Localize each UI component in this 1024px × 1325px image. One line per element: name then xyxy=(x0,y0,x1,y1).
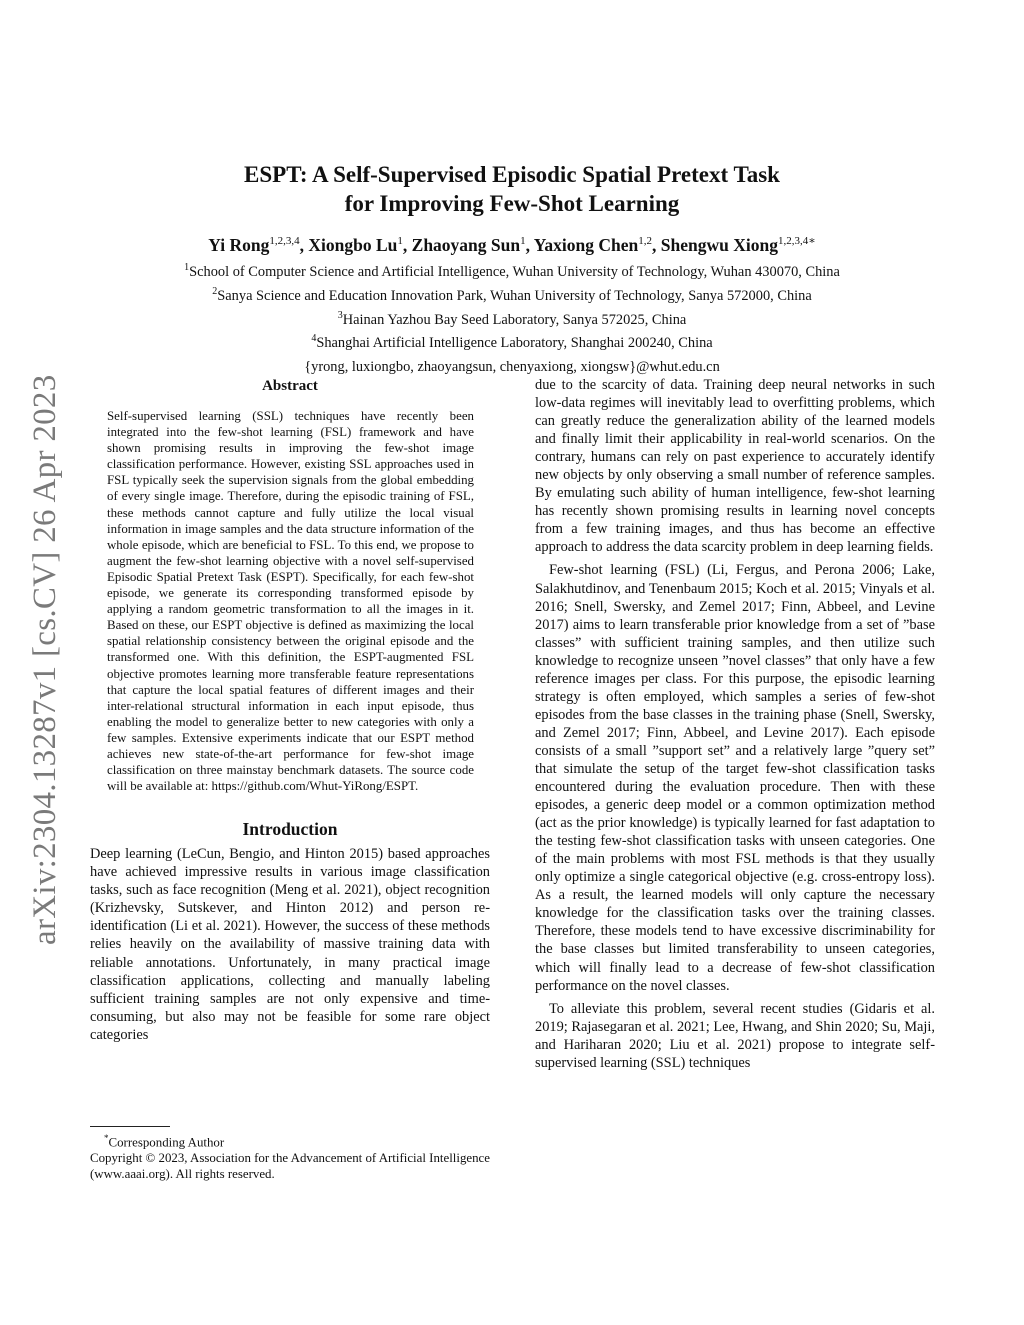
intro-paragraph-3: To alleviate this problem, several recent studies (Gidaris et al. 2019; Rajasegaran et al. 2021; Lee, Hwang, and Shin 2020; Su, Maji, and Hariharan 2020; Liu et al. 2021) propose to integrate self-supervised learning (SSL) techniques xyxy=(535,1000,935,1071)
corresponding-note xyxy=(90,1130,490,1150)
author-affil-marks: 1,2,3,4∗ xyxy=(777,235,816,247)
abstract-heading: Abstract xyxy=(262,378,318,394)
copyright-notice: Copyright © 2023, Association for the Advancement of Artificial Intelligence (www.aaai.org). All rights reserved. xyxy=(90,1151,490,1182)
author-name: Xiongbo Lu xyxy=(308,234,398,255)
author xyxy=(661,235,816,255)
intro-paragraph-2: Few-shot learning (FSL) (Li, Fergus, and Perona 2006; Lake, Salakhutdinov, and Tenenbaum 2015; Koch et al. 2015; Vinyals et al. 2016; Snell, Swersky, and Zemel 2017; Finn, Abbeel, and Levine 2017) aims to learn transferable prior knowledge from a set of ”base classes” with sufficient training samples, and then utilize such knowledge to recognize unseen ”novel classes” that only have a few reference images per class. For this purpose, the episodic learning strategy is often employed, which samples a series of few-shot episodes from the base classes in the training phase (Snell, Swersky, and Zemel 2017; Finn, Abbeel, and Levine 2017). Each episode consists of a small ”support set” and a relatively large ”query set” that simulate the setup of the target few-shot classification tasks encountered during the evaluation procedure. Then with these episodes, a generic deep model or a common optimization method (act as the prior knowledge) is typically learned for fast adaptation to the testing few-shot classification tasks with unseen categories. One of the main problems with most FSL methods is that they usually only optimize a single categorical objective (e.g. cross-entropy loss). As a result, the learned models will only capture the necessary knowledge for the classification tasks over the training classes. Therefore, these models tend to have excessive discriminability for the base classes but limited transferability to unseen categories, which will finally lead to a decrease of few-shot classification performance on the novel classes. xyxy=(535,562,935,994)
footnote-rule xyxy=(90,1126,170,1127)
author xyxy=(308,235,411,255)
affiliation-text: Shanghai Artificial Intelligence Laboratory, Shanghai 200240, China xyxy=(316,335,713,352)
author xyxy=(412,235,534,255)
author xyxy=(534,235,661,255)
author-name: Yaxiong Chen xyxy=(533,234,639,255)
author xyxy=(208,235,308,255)
author-separator: , xyxy=(525,234,534,255)
affiliation-emails xyxy=(0,353,1024,377)
intro-paragraph-1-continued: due to the scarcity of data. Training deep neural networks in such low-data regimes will inevitably lead to overfitting problems, which can greatly reduce the generalization ability of the learned models and finally limit their applicability in real-world scenarios. On the contrary, humans can rely on past experience to accurately identify new objects by only observing a small number of reference samples. By emulating such ability of human intelligence, few-shot learning has recently shown promising results in learning novel concepts from a few training images, and thus has become an effective approach to address the data scarcity problem in deep learning fields. xyxy=(535,377,935,556)
affiliation xyxy=(0,282,1024,306)
introduction-heading: Introduction xyxy=(242,819,338,840)
affiliation-mark: 2 xyxy=(212,285,218,297)
abstract-body: Self-supervised learning (SSL) techniques have recently been integrated into the few-shot learning (FSL) framework and have shown promising results in improving the few-shot image classification performance. However, existing SSL approaches used in FSL typically seek the supervision signals from the global embedding of every single image. Therefore, during the episodic training of FSL, these methods cannot capture and fully utilize the local visual information in image samples and the data structure information of the whole episode, which are beneficial to FSL. To this end, we propose to augment the few-shot learning objective with a novel self-supervised Episodic Spatial Pretext Task (ESPT). Specifically, for each few-shot episode, we generate its corresponding transformed episode by applying a random geometric transformation to all the images in it. Based on these, our ESPT objective is defined as maximizing the local spatial relationship consistency between the original episode and the transformed one. With this definition, the ESPT-augmented FSL objective promotes learning more transferable feature representations that capture the local spatial features of different images and their inter-relational structural information in each input episode, thus enabling the model to generalize better to new categories with only a few samples. Extensive experiments indicate that our ESPT method achieves new state-of-the-art performance for few-shot image classification on three mainstay benchmark datasets. The source code will be available at: https://github.com/Whut-YiRong/ESPT. xyxy=(107,409,474,794)
title-line-1: ESPT: A Self-Supervised Episodic Spatial Pretext Task xyxy=(244,162,780,187)
author-name: Shengwu Xiong xyxy=(660,234,778,255)
author-separator: , xyxy=(652,234,661,255)
paper-title xyxy=(0,160,1024,218)
corresponding-author: Corresponding Author xyxy=(108,1135,225,1150)
affiliation-mark: 3 xyxy=(337,309,343,321)
author-list xyxy=(0,230,1024,256)
author-affil-marks: 1,2,3,4 xyxy=(269,235,300,247)
affiliation-mark: 1 xyxy=(184,262,190,273)
affiliation xyxy=(0,306,1024,330)
affiliation-text: Hainan Yazhou Bay Seed Laboratory, Sanya 572025, China xyxy=(342,311,687,328)
email-list: {yrong, luxiongbo, zhaoyangsun, chenyaxiong, xiongsw}@whut.edu.cn xyxy=(304,358,720,375)
affiliation-list xyxy=(0,258,1024,377)
left-column xyxy=(90,376,490,1044)
affiliation xyxy=(0,329,1024,353)
arxiv-stamp: arXiv:2304.13287v1 [cs.CV] 26 Apr 2023 xyxy=(27,374,63,945)
footnote xyxy=(90,1130,490,1182)
title-line-2: for Improving Few-Shot Learning xyxy=(344,191,680,216)
author-affil-marks: 1,2 xyxy=(638,235,653,247)
right-column xyxy=(535,376,935,1072)
author-name: Yi Rong xyxy=(208,234,270,255)
author-affil-marks: 1 xyxy=(520,235,526,247)
affiliation xyxy=(0,258,1024,282)
author-name: Zhaoyang Sun xyxy=(411,234,521,255)
footnote-marker: * xyxy=(104,1133,109,1143)
affiliation-text: Sanya Science and Education Innovation Park, Wuhan University of Technology, Sanya 572000, China xyxy=(217,287,812,304)
author-affil-marks: 1 xyxy=(397,235,403,247)
author-separator: , xyxy=(402,234,412,255)
affiliation-text: School of Computer Science and Artificial Intelligence, Wuhan University of Technology, Wuhan 430070, China xyxy=(189,263,840,280)
intro-paragraph-1: Deep learning (LeCun, Bengio, and Hinton 2015) based approaches have achieved impressive results in various image classification tasks, such as face recognition (Meng et al. 2021), object recognition (Krizhevsky, Sutskever, and Hinton 2012) and person re-identification (Li et al. 2021). However, the success of these methods relies heavily on the availability of massive training data with reliable annotations. Unfortunately, in many practical image classification applications, collecting and manually labeling sufficient training samples are not only expensive and time-consuming, but also may not be feasible for some rare object categories xyxy=(90,846,490,1043)
affiliation-mark: 4 xyxy=(311,333,317,345)
author-separator: , xyxy=(299,234,309,255)
